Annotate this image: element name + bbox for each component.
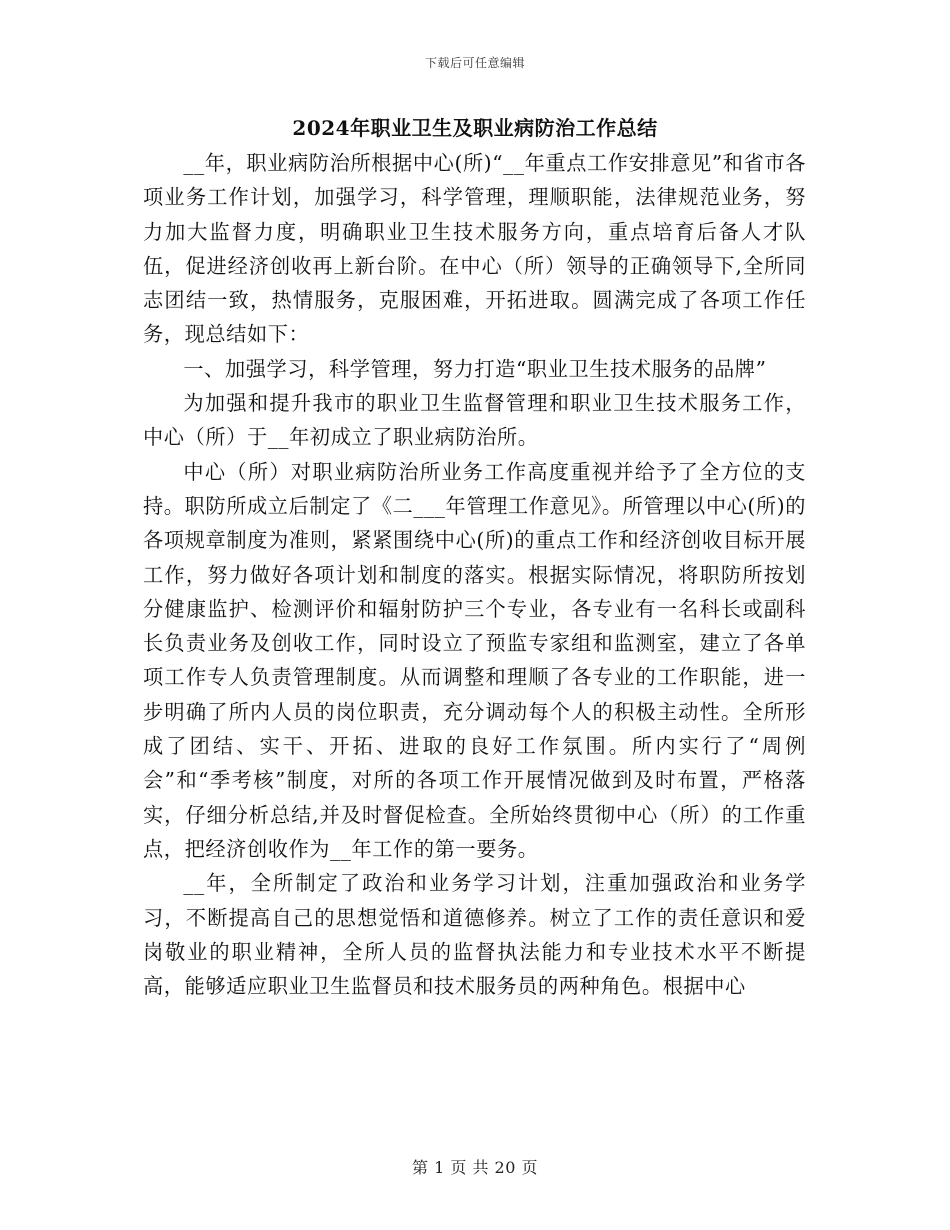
paragraph-establishment: 为加强和提升我市的职业卫生监督管理和职业卫生技术服务工作，中心（所）于__年初成立了职业病防治所。 [143,391,806,450]
paragraph-intro: __年，职业病防治所根据中心(所)“__年重点工作安排意见”和省市各项业务工作计划，加强学习，科学管理，理顺职能，法律规范业务，努力加大监督力度，明确职业卫生技术服务方向，重点培育后备人才队伍，促进经济创收再上新台阶。在中心（所）领导的正确领导下,全所同志团结一致，热情服务，克服困难，开拓进取。圆满完成了各项工作任务，现总结如下： [143,151,806,347]
page-number: 第 1 页 共 20 页 [412,1158,538,1177]
paragraph-study-plan: __年，全所制定了政治和业务学习计划，注重加强政治和业务学习，不断提高自己的思想觉悟和道德修养。树立了工作的责任意识和爱岗敬业的职业精神，全所人员的监督执法能力和专业技术水平不断提高，能够适应职业卫生监督员和技术服务员的两种角色。根据中心 [143,871,806,999]
document-body [143,146,806,1003]
header-note: 下载后可任意编辑 [424,56,525,70]
document-title: 2024年职业卫生及职业病防治工作总结 [292,116,658,140]
paragraph-management: 中心（所）对职业病防治所业务工作高度重视并给予了全方位的支持。职防所成立后制定了《二___年管理工作意见》。所管理以中心(所)的各项规章制度为准则，紧紧围绕中心(所)的重点工作和经济创收目标开展工作，努力做好各项计划和制度的落实。根据实际情况，将职防所按划分健康监护、检测评价和辐射防护三个专业，各专业有一名科长或副科长负责业务及创收工作，同时设立了预监专家组和监测室，建立了各单项工作专人负责管理制度。从而调整和理顺了各专业的工作职能，进一步明确了所内人员的岗位职责，充分调动每个人的积极主动性。全所形成了团结、实干、开拓、进取的良好工作氛围。所内实行了“周例会”和“季考核”制度，对所的各项工作开展情况做到及时布置，严格落实，仔细分析总结,并及时督促检查。全所始终贯彻中心（所）的工作重点，把经济创收作为__年工作的第一要务。 [143,459,806,861]
section-heading-1: 一、加强学习，科学管理，努力打造“职业卫生技术服务的品牌” [183,356,767,381]
